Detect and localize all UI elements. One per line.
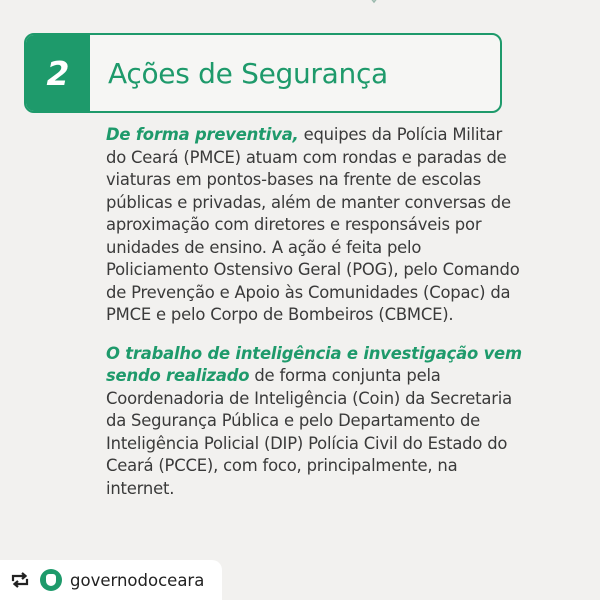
section-number: 2 [46,53,70,93]
section-header [24,33,502,113]
governo-ceara-logo-icon[interactable] [40,569,62,591]
paragraph-intelligence [106,343,526,501]
avatar-shield [46,574,56,586]
paragraph-text: equipes da Polícia Militar do Ceará (PMCE) atuam com rondas e paradas de viaturas em pontos-bases na frente de escolas públicas e privadas, além de manter conversas de aproximação com diretores e responsáveis por unidades de ensino. A ação é feita pelo Policiamento Ostensivo Geral (POG), pelo Comando de Prevenção e Apoio às Comunidades (Copac) da PMCE e pelo Corpo de Bombeiros (CBMCE). [106,125,520,324]
repost-attribution[interactable] [0,560,222,600]
body-text [106,124,526,500]
paragraph-preventive [106,124,526,327]
section-number-block [26,35,90,111]
section-title: Ações de Segurança [108,57,388,90]
paragraph-text: de forma conjunta pela Coordenadoria de Inteligência (Coin) da Secretaria da Segurança Pública e pelo Departamento de Inteligência Policial (DIP) Polícia Civil do Estado do Ceará (PCCE), com foco, principalmente, na internet. [106,366,512,498]
chevron-down-icon [369,0,379,4]
username-link[interactable]: governodoceara [70,570,205,590]
paragraph-highlight: O trabalho de inteligência e investigação vem sendo realizado [106,343,522,385]
paragraph-highlight: De forma preventiva, [106,125,299,144]
repost-icon [10,571,30,589]
